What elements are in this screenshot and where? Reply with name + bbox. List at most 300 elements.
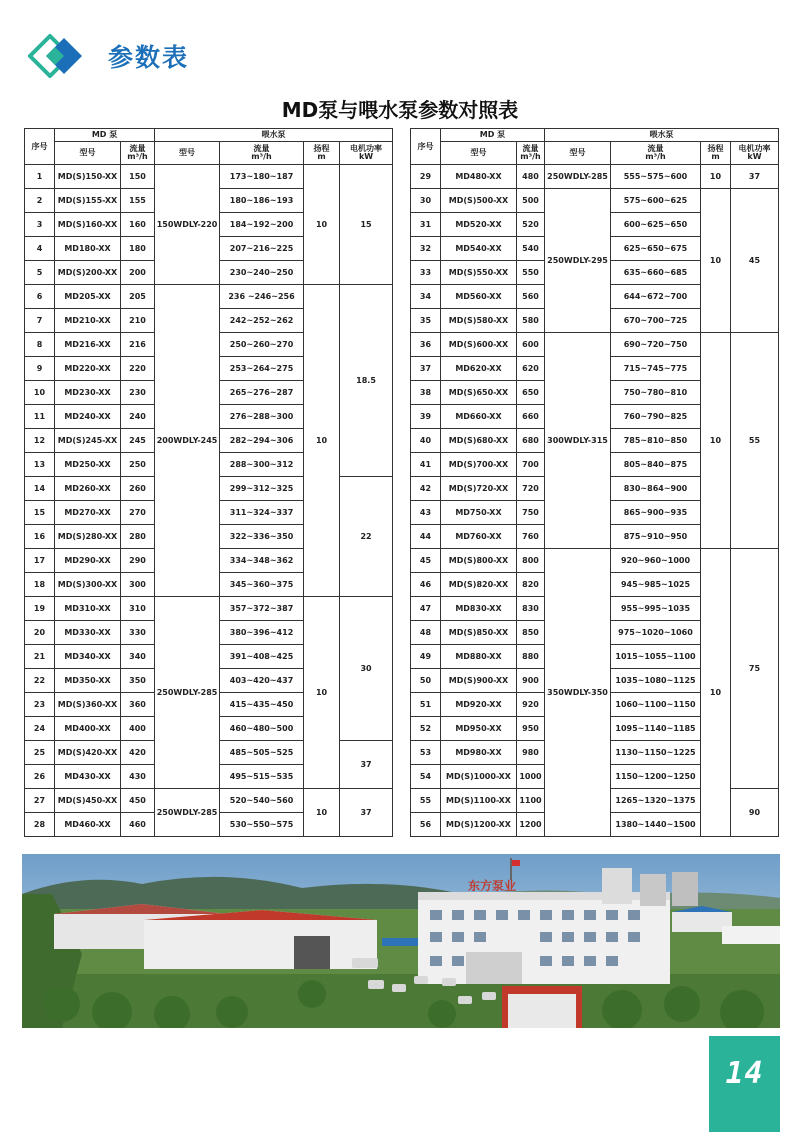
table-row [25, 597, 393, 621]
md-flow: 205 [121, 285, 155, 309]
md-model: MD400-XX [55, 717, 121, 741]
md-flow: 830 [516, 597, 544, 621]
md-model: MD560-XX [440, 285, 516, 309]
md-model: MD(S)850-XX [440, 621, 516, 645]
header-flow-unit: m³/h [520, 152, 541, 161]
power-value: 75 [731, 549, 779, 789]
md-model: MD(S)550-XX [440, 261, 516, 285]
section-header [28, 34, 189, 78]
feed-pump-flow: 322~336~350 [220, 525, 304, 549]
md-model: MD620-XX [440, 357, 516, 381]
md-flow: 460 [121, 813, 155, 837]
row-number: 23 [25, 693, 55, 717]
row-number: 25 [25, 741, 55, 765]
feed-pump-flow: 180~186~193 [220, 189, 304, 213]
md-model: MD240-XX [55, 405, 121, 429]
feed-pump-flow: 875~910~950 [611, 525, 701, 549]
md-model: MD(S)900-XX [440, 669, 516, 693]
md-flow: 800 [516, 549, 544, 573]
feed-pump-model: 150WDLY-220 [155, 165, 220, 285]
md-flow: 680 [516, 429, 544, 453]
header-power-unit: kW [747, 152, 762, 161]
md-flow: 216 [121, 333, 155, 357]
feed-pump-flow: 1060~1100~1150 [611, 693, 701, 717]
header-feed-flow [611, 142, 701, 165]
md-flow: 760 [516, 525, 544, 549]
header-head-label: 扬程 [707, 144, 724, 153]
header-feed-flow [220, 142, 304, 165]
power-value: 45 [731, 189, 779, 333]
md-flow: 270 [121, 501, 155, 525]
md-flow: 1000 [516, 765, 544, 789]
md-model: MD260-XX [55, 477, 121, 501]
feed-pump-flow: 207~216~225 [220, 237, 304, 261]
feed-pump-flow: 236 ~246~256 [220, 285, 304, 309]
md-model: MD(S)680-XX [440, 429, 516, 453]
md-model: MD(S)150-XX [55, 165, 121, 189]
feed-pump-flow: 1095~1140~1185 [611, 717, 701, 741]
power-value: 15 [340, 165, 393, 285]
md-flow: 250 [121, 453, 155, 477]
power-value: 37 [340, 789, 393, 837]
feed-pump-flow: 495~515~535 [220, 765, 304, 789]
header-seq: 序号 [25, 129, 55, 165]
header-feed-flow-label: 流量 [647, 144, 664, 153]
feed-pump-flow: 830~864~900 [611, 477, 701, 501]
md-flow: 550 [516, 261, 544, 285]
md-flow: 1100 [516, 789, 544, 813]
md-model: MD660-XX [440, 405, 516, 429]
feed-pump-flow: 644~672~700 [611, 285, 701, 309]
row-number: 46 [410, 573, 440, 597]
feed-pump-flow: 485~505~525 [220, 741, 304, 765]
feed-pump-flow: 1035~1080~1125 [611, 669, 701, 693]
feed-pump-flow: 282~294~306 [220, 429, 304, 453]
row-number: 35 [410, 309, 440, 333]
row-number: 30 [410, 189, 440, 213]
md-model: MD520-XX [440, 213, 516, 237]
feed-pump-flow: 690~720~750 [611, 333, 701, 357]
row-number: 2 [25, 189, 55, 213]
header-model: 型号 [55, 142, 121, 165]
spec-table-left [24, 128, 393, 837]
feed-pump-flow: 945~985~1025 [611, 573, 701, 597]
md-model: MD480-XX [440, 165, 516, 189]
md-model: MD205-XX [55, 285, 121, 309]
head-value: 10 [701, 165, 731, 189]
md-flow: 700 [516, 453, 544, 477]
feed-pump-flow: 575~600~625 [611, 189, 701, 213]
feed-pump-flow: 1150~1200~1250 [611, 765, 701, 789]
md-model: MD(S)1000-XX [440, 765, 516, 789]
header-feed-flow-label: 流量 [253, 144, 270, 153]
row-number: 16 [25, 525, 55, 549]
md-model: MD540-XX [440, 237, 516, 261]
row-number: 45 [410, 549, 440, 573]
row-number: 11 [25, 405, 55, 429]
md-flow: 260 [121, 477, 155, 501]
row-number: 22 [25, 669, 55, 693]
head-value: 10 [701, 549, 731, 837]
md-model: MD(S)700-XX [440, 453, 516, 477]
row-number: 42 [410, 477, 440, 501]
row-number: 29 [410, 165, 440, 189]
feed-pump-flow: 635~660~685 [611, 261, 701, 285]
row-number: 10 [25, 381, 55, 405]
md-flow: 500 [516, 189, 544, 213]
md-flow: 620 [516, 357, 544, 381]
md-flow: 600 [516, 333, 544, 357]
header-feed-model: 型号 [545, 142, 611, 165]
md-model: MD180-XX [55, 237, 121, 261]
md-model: MD(S)280-XX [55, 525, 121, 549]
md-flow: 310 [121, 597, 155, 621]
md-model: MD(S)1200-XX [440, 813, 516, 837]
feed-pump-flow: 715~745~775 [611, 357, 701, 381]
md-model: MD350-XX [55, 669, 121, 693]
header-flow-label: 流量 [522, 144, 539, 153]
table-row [25, 285, 393, 309]
feed-pump-flow: 625~650~675 [611, 237, 701, 261]
table-row [410, 549, 778, 573]
row-number: 54 [410, 765, 440, 789]
feed-pump-flow: 955~995~1035 [611, 597, 701, 621]
power-value: 30 [340, 597, 393, 741]
md-flow: 220 [121, 357, 155, 381]
feed-pump-flow: 530~550~575 [220, 813, 304, 837]
feed-pump-flow: 380~396~412 [220, 621, 304, 645]
md-model: MD(S)420-XX [55, 741, 121, 765]
header-feed-flow-unit: m³/h [645, 152, 666, 161]
md-model: MD(S)1100-XX [440, 789, 516, 813]
row-number: 48 [410, 621, 440, 645]
md-flow: 155 [121, 189, 155, 213]
power-value: 90 [731, 789, 779, 837]
md-model: MD290-XX [55, 549, 121, 573]
row-number: 36 [410, 333, 440, 357]
row-number: 26 [25, 765, 55, 789]
feed-pump-flow: 975~1020~1060 [611, 621, 701, 645]
row-number: 34 [410, 285, 440, 309]
md-model: MD270-XX [55, 501, 121, 525]
power-value: 55 [731, 333, 779, 549]
header-flow-unit: m³/h [127, 152, 148, 161]
row-number: 1 [25, 165, 55, 189]
row-number: 13 [25, 453, 55, 477]
head-value: 10 [304, 285, 340, 597]
spec-table-right [410, 128, 779, 837]
feed-pump-flow: 265~276~287 [220, 381, 304, 405]
row-number: 4 [25, 237, 55, 261]
feed-pump-flow: 276~288~300 [220, 405, 304, 429]
md-flow: 200 [121, 261, 155, 285]
feed-pump-flow: 1265~1320~1375 [611, 789, 701, 813]
md-model: MD(S)580-XX [440, 309, 516, 333]
md-model: MD(S)300-XX [55, 573, 121, 597]
md-model: MD430-XX [55, 765, 121, 789]
row-number: 38 [410, 381, 440, 405]
page-number-tab [709, 1036, 780, 1132]
power-value: 18.5 [340, 285, 393, 477]
feed-pump-flow: 173~180~187 [220, 165, 304, 189]
row-number: 20 [25, 621, 55, 645]
md-model: MD220-XX [55, 357, 121, 381]
feed-pump-flow: 334~348~362 [220, 549, 304, 573]
md-flow: 150 [121, 165, 155, 189]
row-number: 9 [25, 357, 55, 381]
md-flow: 560 [516, 285, 544, 309]
md-model: MD750-XX [440, 501, 516, 525]
feed-pump-flow: 311~324~337 [220, 501, 304, 525]
md-model: MD340-XX [55, 645, 121, 669]
row-number: 19 [25, 597, 55, 621]
feed-pump-flow: 1380~1440~1500 [611, 813, 701, 837]
md-flow: 520 [516, 213, 544, 237]
md-flow: 340 [121, 645, 155, 669]
feed-pump-flow: 250~260~270 [220, 333, 304, 357]
md-model: MD(S)360-XX [55, 693, 121, 717]
row-number: 53 [410, 741, 440, 765]
md-flow: 950 [516, 717, 544, 741]
row-number: 8 [25, 333, 55, 357]
row-number: 40 [410, 429, 440, 453]
row-number: 37 [410, 357, 440, 381]
md-flow: 280 [121, 525, 155, 549]
md-model: MD(S)500-XX [440, 189, 516, 213]
header-power [340, 142, 393, 165]
md-flow: 540 [516, 237, 544, 261]
md-flow: 850 [516, 621, 544, 645]
row-number: 17 [25, 549, 55, 573]
feed-pump-model: 250WDLY-285 [545, 165, 611, 189]
row-number: 47 [410, 597, 440, 621]
row-number: 33 [410, 261, 440, 285]
feed-pump-flow: 357~372~387 [220, 597, 304, 621]
md-flow: 450 [121, 789, 155, 813]
head-value: 10 [304, 789, 340, 837]
md-model: MD(S)245-XX [55, 429, 121, 453]
feed-pump-flow: 1015~1055~1100 [611, 645, 701, 669]
md-model: MD980-XX [440, 741, 516, 765]
row-number: 12 [25, 429, 55, 453]
logo-icon [28, 34, 86, 78]
md-model: MD250-XX [55, 453, 121, 477]
md-flow: 580 [516, 309, 544, 333]
feed-pump-flow: 805~840~875 [611, 453, 701, 477]
feed-pump-flow: 785~810~850 [611, 429, 701, 453]
feed-pump-flow: 288~300~312 [220, 453, 304, 477]
md-model: MD(S)450-XX [55, 789, 121, 813]
md-model: MD760-XX [440, 525, 516, 549]
row-number: 21 [25, 645, 55, 669]
md-model: MD(S)650-XX [440, 381, 516, 405]
feed-pump-flow: 253~264~275 [220, 357, 304, 381]
feed-pump-model: 250WDLY-285 [155, 597, 220, 789]
row-number: 31 [410, 213, 440, 237]
feed-pump-flow: 670~700~725 [611, 309, 701, 333]
row-number: 41 [410, 453, 440, 477]
header-md-pump: MD 泵 [440, 129, 544, 142]
row-number: 56 [410, 813, 440, 837]
md-model: MD(S)160-XX [55, 213, 121, 237]
row-number: 32 [410, 237, 440, 261]
row-number: 44 [410, 525, 440, 549]
feed-pump-flow: 750~780~810 [611, 381, 701, 405]
md-flow: 240 [121, 405, 155, 429]
feed-pump-flow: 184~192~200 [220, 213, 304, 237]
header-head-unit: m [711, 152, 720, 161]
row-number: 6 [25, 285, 55, 309]
power-value: 22 [340, 477, 393, 597]
header-head [701, 142, 731, 165]
header-flow [121, 142, 155, 165]
feed-pump-flow: 760~790~825 [611, 405, 701, 429]
row-number: 5 [25, 261, 55, 285]
feed-pump-flow: 242~252~262 [220, 309, 304, 333]
row-number: 55 [410, 789, 440, 813]
md-flow: 290 [121, 549, 155, 573]
row-number: 7 [25, 309, 55, 333]
feed-pump-flow: 345~360~375 [220, 573, 304, 597]
header-seq: 序号 [410, 129, 440, 165]
md-flow: 980 [516, 741, 544, 765]
section-title: 参数表 [108, 43, 190, 72]
header-feed-model: 型号 [155, 142, 220, 165]
md-flow: 230 [121, 381, 155, 405]
row-number: 15 [25, 501, 55, 525]
md-flow: 720 [516, 477, 544, 501]
feed-pump-flow: 460~480~500 [220, 717, 304, 741]
header-head-unit: m [317, 152, 326, 161]
feed-pump-flow: 865~900~935 [611, 501, 701, 525]
header-feed-pump: 喂水泵 [155, 129, 393, 142]
header-head-label: 扬程 [313, 144, 330, 153]
md-flow: 1200 [516, 813, 544, 837]
md-flow: 420 [121, 741, 155, 765]
md-flow: 350 [121, 669, 155, 693]
md-model: MD216-XX [55, 333, 121, 357]
md-flow: 900 [516, 669, 544, 693]
document-title: MD泵与喂水泵参数对照表 [281, 98, 519, 122]
table-row [25, 165, 393, 189]
feed-pump-model: 350WDLY-350 [545, 549, 611, 837]
factory-sign: 东方泵业 [468, 879, 517, 893]
feed-pump-model: 250WDLY-295 [545, 189, 611, 333]
md-flow: 480 [516, 165, 544, 189]
header-md-pump: MD 泵 [55, 129, 155, 142]
feed-pump-flow: 1130~1150~1225 [611, 741, 701, 765]
md-model: MD310-XX [55, 597, 121, 621]
table-row [25, 789, 393, 813]
md-model: MD(S)155-XX [55, 189, 121, 213]
table-row [410, 333, 778, 357]
feed-pump-flow: 230~240~250 [220, 261, 304, 285]
header-flow [516, 142, 544, 165]
header-model: 型号 [440, 142, 516, 165]
feed-pump-flow: 920~960~1000 [611, 549, 701, 573]
md-model: MD460-XX [55, 813, 121, 837]
row-number: 28 [25, 813, 55, 837]
header-flow-label: 流量 [129, 144, 146, 153]
md-flow: 820 [516, 573, 544, 597]
md-model: MD(S)720-XX [440, 477, 516, 501]
md-flow: 880 [516, 645, 544, 669]
row-number: 49 [410, 645, 440, 669]
header-feed-flow-unit: m³/h [251, 152, 272, 161]
table-row [410, 189, 778, 213]
row-number: 3 [25, 213, 55, 237]
row-number: 24 [25, 717, 55, 741]
md-model: MD920-XX [440, 693, 516, 717]
feed-pump-flow: 555~575~600 [611, 165, 701, 189]
md-model: MD880-XX [440, 645, 516, 669]
feed-pump-flow: 299~312~325 [220, 477, 304, 501]
md-flow: 650 [516, 381, 544, 405]
row-number: 50 [410, 669, 440, 693]
feed-pump-model: 200WDLY-245 [155, 285, 220, 597]
header-power-unit: kW [358, 152, 374, 161]
md-model: MD210-XX [55, 309, 121, 333]
feed-pump-model: 250WDLY-285 [155, 789, 220, 837]
md-model: MD(S)200-XX [55, 261, 121, 285]
row-number: 18 [25, 573, 55, 597]
md-model: MD(S)800-XX [440, 549, 516, 573]
power-value: 37 [340, 741, 393, 789]
md-flow: 750 [516, 501, 544, 525]
feed-pump-flow: 415~435~450 [220, 693, 304, 717]
factory-photo [22, 854, 780, 1028]
row-number: 39 [410, 405, 440, 429]
header-power-label: 电机功率 [350, 144, 383, 153]
md-flow: 300 [121, 573, 155, 597]
feed-pump-flow: 520~540~560 [220, 789, 304, 813]
md-model: MD(S)600-XX [440, 333, 516, 357]
md-model: MD(S)820-XX [440, 573, 516, 597]
md-flow: 430 [121, 765, 155, 789]
row-number: 52 [410, 717, 440, 741]
head-value: 10 [701, 333, 731, 549]
md-flow: 245 [121, 429, 155, 453]
feed-pump-model: 300WDLY-315 [545, 333, 611, 549]
md-flow: 330 [121, 621, 155, 645]
md-model: MD830-XX [440, 597, 516, 621]
row-number: 51 [410, 693, 440, 717]
md-flow: 400 [121, 717, 155, 741]
md-flow: 160 [121, 213, 155, 237]
row-number: 43 [410, 501, 440, 525]
header-power [731, 142, 779, 165]
md-flow: 210 [121, 309, 155, 333]
feed-pump-flow: 391~408~425 [220, 645, 304, 669]
row-number: 27 [25, 789, 55, 813]
page-number: 14 [725, 1056, 764, 1091]
row-number: 14 [25, 477, 55, 501]
feed-pump-flow: 403~420~437 [220, 669, 304, 693]
md-model: MD230-XX [55, 381, 121, 405]
md-model: MD330-XX [55, 621, 121, 645]
header-feed-pump: 喂水泵 [545, 129, 779, 142]
power-value: 37 [731, 165, 779, 189]
head-value: 10 [701, 189, 731, 333]
md-flow: 660 [516, 405, 544, 429]
head-value: 10 [304, 165, 340, 285]
md-flow: 920 [516, 693, 544, 717]
header-power-label: 电机功率 [738, 144, 771, 153]
header-head [304, 142, 340, 165]
table-row [410, 165, 778, 189]
tables-container [24, 128, 779, 837]
md-flow: 360 [121, 693, 155, 717]
